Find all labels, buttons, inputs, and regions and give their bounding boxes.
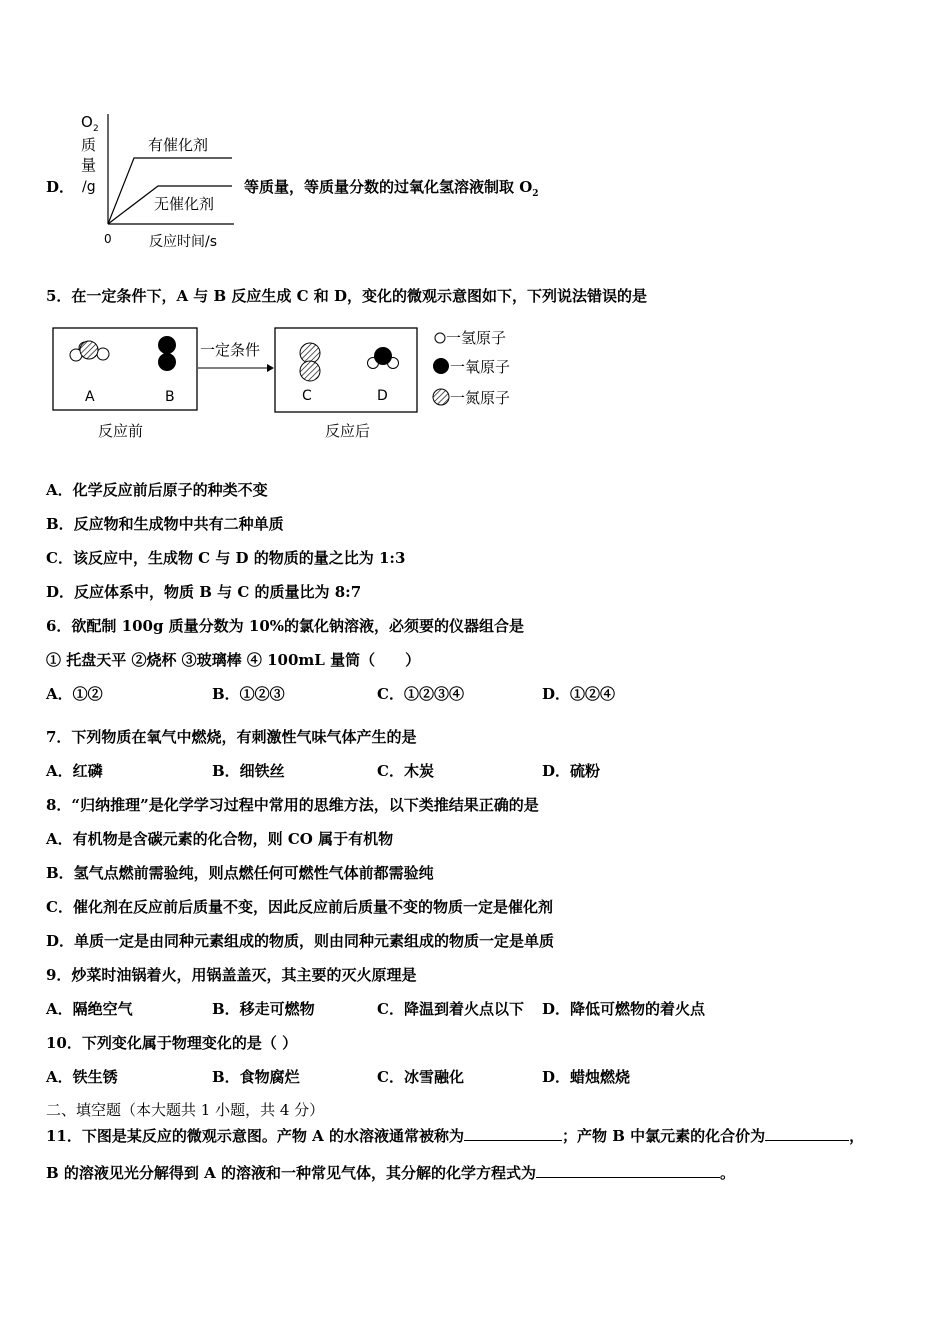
section-2-heading: 二、填空题（本大题共 1 小题，共 4 分） [46,1101,325,1119]
q11-blank-3[interactable] [536,1163,720,1178]
q4-graph-y-char-2: 量 [81,156,97,174]
q8-option-c: C．催化剂在反应前后质量不变，因此反应前后质量不变的物质一定是催化剂 [46,898,553,916]
q5-caption-after: 反应后 [325,422,371,440]
q8-option-d: D．单质一定是由同种元素组成的物质，则由同种元素组成的物质一定是单质 [46,932,555,950]
q5-box-before [53,328,197,410]
q4-graph-label-no-catalyst: 无催化剂 [154,195,215,213]
q5-label-c: C [302,388,312,404]
q6-items: ① 托盘天平 ②烧杯 ③玻璃棒 ④ 100mL 量筒（ ） [46,651,421,669]
q11-line-2 [46,1163,735,1183]
q7-stem: 7．下列物质在氧气中燃烧，有刺激性气味气体产生的是 [46,728,417,746]
q6-option-d: D．①②④ [542,685,616,703]
q5-stem: 5．在一定条件下，A 与 B 反应生成 C 和 D，变化的微观示意图如下，下列说法错误的是 [46,287,648,305]
q4-option-d-subscript: 2 [532,189,539,199]
q5-molecule-d [368,347,399,369]
q6-stem: 6．欲配制 100g 质量分数为 10%的氯化钠溶液，必须要的仪器组合是 [46,617,525,635]
q9-option-b: B．移走可燃物 [212,1000,315,1018]
q5-label-b: B [165,389,175,405]
svg-text:一氧原子: 一氧原子 [450,358,511,376]
q11-text-3: ， [849,1127,865,1145]
q5-box-after [275,328,417,412]
q11-blank-1[interactable] [464,1126,562,1141]
q5-option-b: B．反应物和生成物中共有二种单质 [46,515,284,533]
q5-caption-before: 反应前 [98,422,144,440]
q5-option-d: D．反应体系中，物质 B 与 C 的质量比为 8:7 [46,583,362,601]
q9-option-c: C．降温到着火点以下 [377,1000,524,1018]
q4-graph-label-catalyst: 有催化剂 [148,136,209,154]
q4-catalyst-graph [72,106,242,256]
q5-option-a: A．化学反应前后原子的种类不变 [46,481,268,499]
q5-legend-oxygen [433,358,510,376]
q6-option-a: A．①② [46,685,103,703]
q10-option-d: D．蜡烛燃烧 [542,1068,631,1086]
q11-text-2: ；产物 B 中氯元素的化合价为 [561,1127,766,1145]
q11-text-4: B 的溶液见光分解得到 A 的溶液和一种常见气体，其分解的化学方程式为 [46,1164,536,1182]
q8-option-b: B．氢气点燃前需验纯，则点燃任何可燃性气体前都需验纯 [46,864,434,882]
q10-option-c: C．冰雪融化 [377,1068,464,1086]
q4-graph-y-o: O [81,113,93,131]
q4-option-d-text: 等质量，等质量分数的过氧化氢溶液制取 $O_2$ [244,178,539,199]
q9-option-a: A．隔绝空气 [46,1000,133,1018]
q11-blank-2[interactable] [765,1126,849,1141]
q10-option-b: B．食物腐烂 [212,1068,300,1086]
q9-stem: 9．炒菜时油锅着火，用锅盖盖灭，其主要的灭火原理是 [46,966,417,984]
q7-option-d: D．硫粉 [542,762,601,780]
q6-option-b: B．①②③ [212,685,285,703]
q6-option-c: C．①②③④ [377,685,464,703]
q5-legend-hydrogen [435,329,506,347]
q11-line-1 [46,1126,864,1146]
svg-text:一氮原子: 一氮原子 [450,389,511,407]
q5-reaction-diagram [48,318,548,446]
svg-text:一氢原子: 一氢原子 [446,329,507,347]
q4-graph-y-o-sub: 2 [93,124,99,134]
q7-option-a: A．红磷 [46,762,103,780]
q5-option-c: C．该反应中，生成物 C 与 D 的物质的量之比为 1:3 [46,549,406,567]
q5-molecule-b [158,336,176,371]
q5-arrow-label: 一定条件 [200,341,261,359]
q5-label-d: D [377,388,388,404]
q10-stem: 10．下列变化属于物理变化的是（ ） [46,1034,298,1052]
q9-option-d: D．降低可燃物的着火点 [542,1000,706,1018]
q5-label-a: A [85,389,95,405]
q5-molecule-c [300,343,320,381]
q4-graph-y-char-3: /g [82,179,96,195]
q4-graph-x-label: 反应时间/s [149,234,218,250]
q8-option-a: A．有机物是含碳元素的化合物，则 CO 属于有机物 [46,830,394,848]
q8-stem: 8．“归纳推理”是化学学习过程中常用的思维方法，以下类推结果正确的是 [46,796,539,814]
q5-arrow-head [267,364,274,372]
q4-graph-y-char-1: 质 [81,136,97,154]
q4-graph-origin: 0 [104,232,112,246]
q5-molecule-a [70,341,109,361]
q7-option-b: B．细铁丝 [212,762,285,780]
q5-legend-nitrogen [433,389,510,407]
q11-text-5: 。 [720,1164,736,1182]
q7-option-c: C．木炭 [377,762,434,780]
q4-graph-curve-catalyst [108,158,232,224]
q4-option-d-label: D． [46,178,75,196]
q11-text-1: 11．下图是某反应的微观示意图。产物 A 的水溶液通常被称为 [46,1127,464,1145]
q10-option-a: A．铁生锈 [46,1068,118,1086]
